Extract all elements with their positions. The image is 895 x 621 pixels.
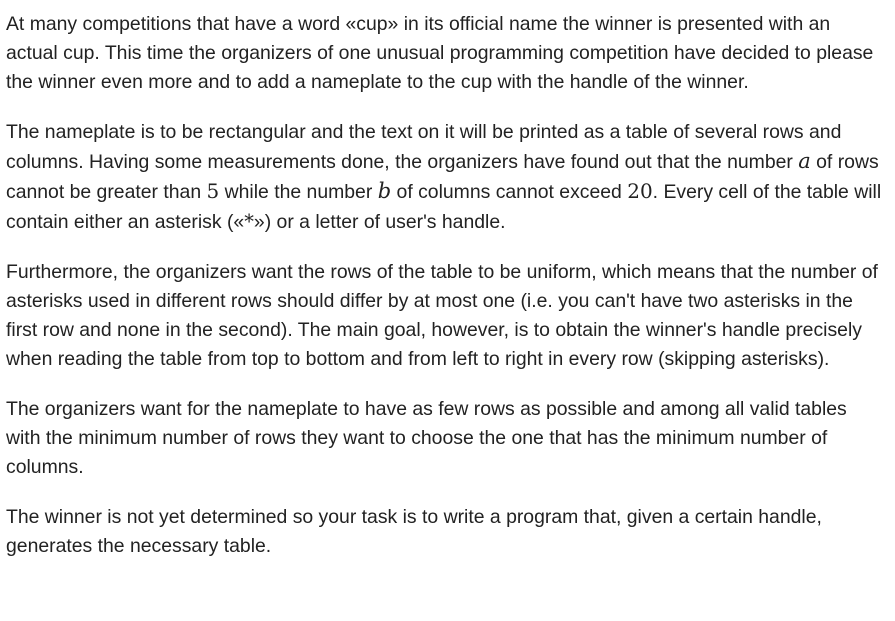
text-segment: of rows cannot be greater than [6, 151, 879, 203]
text-segment: of columns cannot exceed [391, 181, 628, 203]
math-number-20: 20 [627, 179, 653, 203]
paragraph-task: The winner is not yet determined so your task is to write a program that, given a certain handle, generates the necessary table. [6, 506, 822, 557]
math-number-5: 5 [206, 179, 220, 203]
paragraph-uniform-rows: Furthermore, the organizers want the rows of the table to be uniform, which means that the number of asterisks used in different rows should differ by at most one (i.e. you can't have two asterisks in the first row and none in the second). The main goal, however, is to obtain the winner's handle precisely when reading the table from top to bottom and from left to right in every row (skipping asterisks). [6, 261, 878, 370]
math-asterisk: * [244, 210, 254, 233]
problem-statement [6, 10, 886, 561]
text-segment: while the number [219, 181, 378, 203]
math-variable-b: b [377, 179, 392, 203]
text-segment: . Every cell of the table will contain either an asterisk (« [6, 181, 882, 233]
paragraph-cup-intro: At many competitions that have a word «cup» in its official name the winner is presented with an actual cup. This time the organizers of one unusual programming competition have decided to please the winner even more and to add a nameplate to the cup with the handle of the winner. [6, 13, 874, 93]
text-segment: The nameplate is to be rectangular and the text on it will be printed as a table of several rows and columns. Having some measurements done, the organizers have found out that the number [6, 121, 842, 173]
math-variable-a: a [798, 149, 811, 173]
text-segment: ») or a letter of user's handle. [253, 211, 506, 233]
paragraph-nameplate-constraints [6, 118, 886, 237]
paragraph-minimize-rows: The organizers want for the nameplate to have as few rows as possible and among all valid tables with the minimum number of rows they want to choose the one that has the minimum number of columns. [6, 398, 847, 478]
